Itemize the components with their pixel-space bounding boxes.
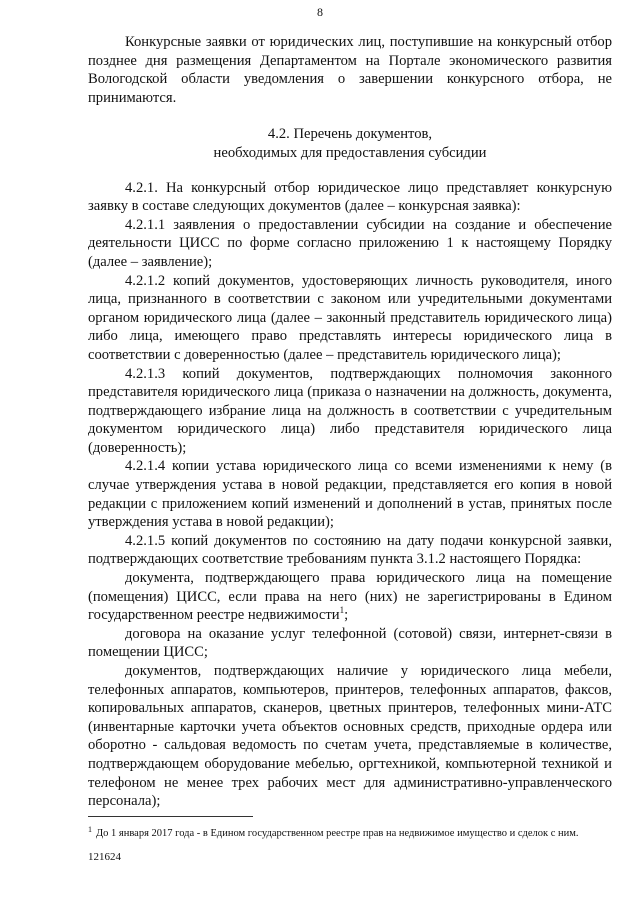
paragraph-4-2-1: 4.2.1. На конкурсный отбор юридическое лицо представляет конкурсную заявку в составе следующих документов (далее – конкурсная заявка):: [88, 179, 612, 215]
paragraph-4-2-1-2: 4.2.1.2 копий документов, удостоверяющих личность руководителя, иного лица, признанного в соответствии с законом или учредительными документами органом юридического лица (далее – законный представитель юридического лица) либо лица, имеющего право представлять интересы юридического лица в соответствии с доверенностью (далее – представитель юридического лица);: [88, 272, 612, 363]
paragraph-premises-documents: [88, 569, 612, 625]
footnote: [88, 824, 612, 840]
intro-paragraph: Конкурсные заявки от юридических лиц, поступившие на конкурсный отбор позднее дня размещения Департаментом на Портале экономического развития Вологодской области уведомления о завершении конкурсного отбора, не принимаются.: [88, 34, 612, 106]
paragraph-4-2-1-4: 4.2.1.4 копии устава юридического лица со всеми изменениями к нему (в случае утверждения устава в новой редакции, представляется его копия в новой редакции с приложением копий изменений и дополнений в устав, принятых после утверждения устава в новой редакции);: [88, 458, 612, 531]
document-code: 121624: [88, 851, 121, 863]
section-heading: [88, 125, 612, 162]
footnote-reference: 1: [339, 605, 345, 616]
paragraph-4-2-1-1: 4.2.1.1 заявления о предоставлении субсидии на создание и обеспечение деятельности ЦИСС по форме согласно приложению 1 к настоящему Порядку (далее – заявление);: [88, 216, 612, 270]
section-heading-line2: необходимых для предоставления субсидии: [213, 144, 487, 161]
section-heading-line1: 4.2. Перечень документов,: [267, 126, 433, 143]
footnote-text: До 1 января 2017 года - в Едином государственном реестре прав на недвижимое имущество и сделок с ним.: [96, 828, 579, 839]
paragraph-4-2-1-3: 4.2.1.3 копий документов, подтверждающих полномочия законного представителя юридического лица (приказа о назначении на должность, документа, подтверждающего избрание лица на должность в соответствии с учредительным документом юридического лица) либо представителя юридического лица (доверенность);: [88, 365, 612, 456]
premises-text: документа, подтверждающего права юридического лица на помещение (помещения) ЦИСС, если права на него (них) не зарегистрированы в Едином государственном реестре недвижимости: [88, 570, 612, 624]
premises-tail: ;: [344, 607, 349, 624]
paragraph-telecom-contract: договора на оказание услуг телефонной (сотовой) связи, интернет-связи в помещении ЦИСС;: [88, 625, 612, 661]
document-body: [88, 33, 612, 811]
page-number: 8: [317, 5, 323, 19]
footnote-mark: 1: [88, 824, 92, 834]
paragraph-4-2-1-5: 4.2.1.5 копий документов по состоянию на дату подачи конкурсной заявки, подтверждающих соответствие требованиям пункта 3.1.2 настоящего Порядка:: [88, 532, 612, 568]
paragraph-equipment-documents: документов, подтверждающих наличие у юридического лица мебели, телефонных аппаратов, компьютеров, принтеров, телефонных аппаратов, факсов, копировальных аппаратов, сканеров, цветных принтеров, телефонных мини-АТС (инвентарные карточки учета объектов основных средств, приходные ордера или оборотно - сальдовая ведомость по счетам учета, представляемые в количестве, подтверждающем оборудование мебелью, оргтехникой, компьютерной техникой и телефоном не менее трех рабочих мест для административно-управленческого персонала);: [88, 663, 612, 810]
footnote-divider: [88, 816, 253, 817]
